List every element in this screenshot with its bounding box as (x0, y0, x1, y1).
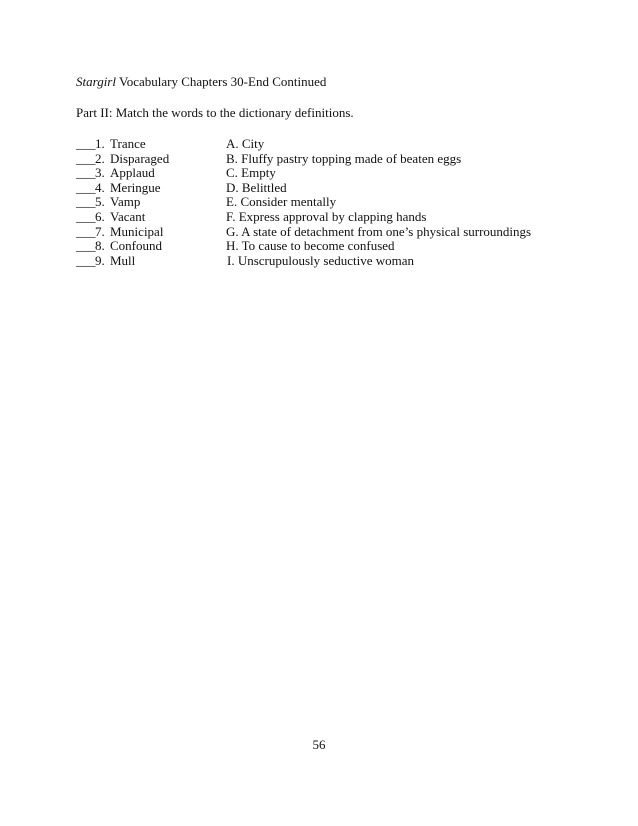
vocabulary-word: Vacant (110, 208, 146, 224)
worksheet-title (76, 74, 326, 90)
answer-blank[interactable]: ___ (76, 194, 96, 210)
instructions: Part II: Match the words to the dictionary definitions. (76, 105, 354, 120)
answer-blank[interactable]: ___ (76, 150, 96, 166)
definition: I. Unscrupulously seductive woman (227, 252, 415, 268)
item-number: 5. (95, 194, 105, 210)
answer-blank[interactable]: ___ (76, 223, 96, 239)
vocabulary-word: Vamp (110, 194, 141, 210)
match-item (76, 210, 546, 225)
vocabulary-word: Trance (110, 136, 146, 151)
match-item (76, 137, 546, 152)
definition: E. Consider mentally (226, 194, 337, 210)
answer-blank[interactable]: ___ (76, 165, 96, 181)
match-item (76, 152, 546, 167)
vocabulary-word: Confound (110, 238, 162, 254)
definition: C. Empty (226, 165, 276, 181)
item-number: 1. (95, 136, 105, 151)
match-item (76, 166, 546, 181)
vocabulary-word: Municipal (110, 223, 164, 239)
definition: B. Fluffy pastry topping made of beaten eggs (226, 150, 462, 166)
definition: F. Express approval by clapping hands (226, 208, 427, 224)
item-number: 2. (95, 150, 105, 166)
match-item (76, 195, 546, 210)
answer-blank[interactable]: ___ (76, 208, 96, 224)
definition: D. Belittled (226, 179, 287, 195)
answer-blank[interactable]: ___ (76, 252, 96, 268)
page-number: 56 (312, 737, 326, 752)
vocabulary-word: Mull (110, 252, 136, 268)
vocabulary-word: Meringue (110, 179, 161, 195)
match-item (76, 239, 546, 254)
answer-blank[interactable]: ___ (76, 238, 96, 254)
definition: H. To cause to become confused (226, 238, 395, 254)
matching-list (76, 137, 546, 268)
vocabulary-word: Applaud (110, 165, 155, 181)
item-number: 3. (95, 165, 105, 181)
item-number: 9. (95, 252, 105, 268)
answer-blank[interactable]: ___ (76, 136, 96, 151)
vocabulary-word: Disparaged (110, 150, 170, 166)
definition: G. A state of detachment from one’s physical surroundings (226, 223, 532, 239)
match-item (76, 181, 546, 196)
match-item (76, 254, 546, 269)
item-number: 7. (95, 223, 105, 239)
answer-blank[interactable]: ___ (76, 179, 96, 195)
title-text: Vocabulary Chapters 30-End Continued (115, 74, 327, 89)
item-number: 6. (95, 208, 105, 224)
definition: A. City (226, 136, 265, 151)
book-title: Stargirl (76, 74, 116, 89)
item-number: 8. (95, 238, 105, 254)
match-item (76, 225, 546, 240)
item-number: 4. (95, 179, 105, 195)
